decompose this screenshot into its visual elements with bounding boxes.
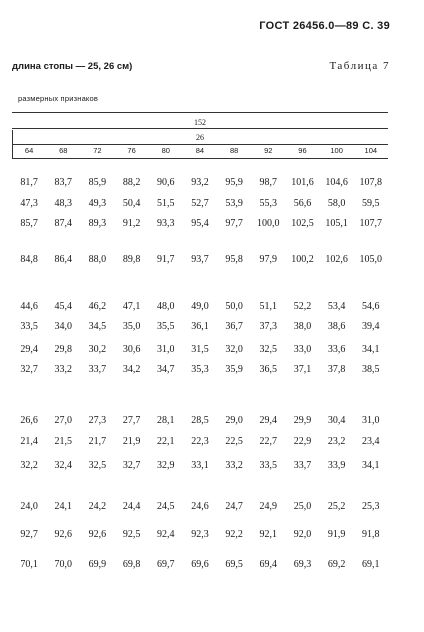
table-cell: 88,0 bbox=[88, 254, 107, 265]
table-cell: 102,5 bbox=[291, 218, 314, 229]
table-row bbox=[12, 459, 388, 473]
table-cell: 85,7 bbox=[20, 218, 38, 229]
table-row bbox=[12, 197, 388, 211]
table-row bbox=[12, 253, 388, 267]
table-cell: 59,5 bbox=[362, 198, 380, 209]
table-cell: 93,2 bbox=[191, 177, 209, 188]
table-cell: 69,8 bbox=[122, 559, 141, 570]
table-cell: 30,4 bbox=[327, 415, 346, 426]
table-cell: 33,7 bbox=[293, 460, 312, 471]
table-cell: 32,9 bbox=[157, 460, 175, 471]
table-cell: 25,2 bbox=[327, 501, 346, 512]
table-cell: 95,9 bbox=[225, 177, 243, 188]
column-header: 100 bbox=[330, 146, 343, 155]
column-group-description: размерных признаков bbox=[18, 94, 99, 103]
table-cell: 55,3 bbox=[259, 198, 278, 209]
column-header: 68 bbox=[59, 146, 68, 155]
table-cell: 35,0 bbox=[122, 321, 141, 332]
table-cell: 24,2 bbox=[88, 501, 107, 512]
table-cell: 69,6 bbox=[191, 559, 209, 570]
table-cell: 29,0 bbox=[225, 415, 243, 426]
table-cell: 100,0 bbox=[257, 218, 280, 229]
table-cell: 36,1 bbox=[191, 321, 209, 332]
table-cell: 51,1 bbox=[259, 301, 278, 312]
table-cell: 27,7 bbox=[122, 415, 141, 426]
table-cell: 70,1 bbox=[20, 559, 38, 570]
table-cell: 22,3 bbox=[191, 436, 209, 447]
table-cell: 30,6 bbox=[122, 344, 141, 355]
table-cell: 29,4 bbox=[259, 415, 278, 426]
table-cell: 97,7 bbox=[225, 218, 243, 229]
table-cell: 38,6 bbox=[327, 321, 346, 332]
table-cell: 69,4 bbox=[259, 559, 278, 570]
table-cell: 85,9 bbox=[88, 177, 107, 188]
table-cell: 86,4 bbox=[54, 254, 72, 265]
column-header: 72 bbox=[93, 146, 102, 155]
table-cell: 69,9 bbox=[88, 559, 107, 570]
table-cell: 34,1 bbox=[362, 460, 380, 471]
table-cell: 91,7 bbox=[157, 254, 175, 265]
table-cell: 35,9 bbox=[225, 364, 243, 375]
table-cell: 24,1 bbox=[54, 501, 72, 512]
table-cell: 49,0 bbox=[191, 301, 209, 312]
table-cell: 91,9 bbox=[327, 529, 346, 540]
table-cell: 37,1 bbox=[293, 364, 312, 375]
column-header-row bbox=[12, 146, 388, 158]
table-cell: 81,7 bbox=[20, 177, 38, 188]
table-cell: 24,4 bbox=[122, 501, 141, 512]
table-row bbox=[12, 528, 388, 542]
column-header: 96 bbox=[298, 146, 307, 155]
table-cell: 92,6 bbox=[88, 529, 107, 540]
table-cell: 47,3 bbox=[20, 198, 38, 209]
table-cell: 24,6 bbox=[191, 501, 209, 512]
table-cell: 27,3 bbox=[88, 415, 107, 426]
table-cell: 28,5 bbox=[191, 415, 209, 426]
table-cell: 32,2 bbox=[20, 460, 38, 471]
table-cell: 36,7 bbox=[225, 321, 243, 332]
column-header: 88 bbox=[229, 146, 239, 155]
table-cell: 69,1 bbox=[362, 559, 380, 570]
table-cell: 24,7 bbox=[225, 501, 243, 512]
table-cell: 95,8 bbox=[225, 254, 243, 265]
table-cell: 38,5 bbox=[362, 364, 380, 375]
table-cell: 49,3 bbox=[88, 198, 107, 209]
table-cell: 92,5 bbox=[122, 529, 141, 540]
table-cell: 31,0 bbox=[157, 344, 175, 355]
header-mid-value: 26 bbox=[196, 133, 204, 142]
table-cell: 69,2 bbox=[327, 559, 346, 570]
table-cell: 89,8 bbox=[122, 254, 141, 265]
table-cell: 70,0 bbox=[54, 559, 72, 570]
table-cell: 47,1 bbox=[122, 301, 141, 312]
table-cell: 84,8 bbox=[20, 254, 38, 265]
table-cell: 33,7 bbox=[88, 364, 107, 375]
table-row bbox=[12, 558, 388, 572]
table-cell: 69,7 bbox=[157, 559, 175, 570]
table-cell: 52,2 bbox=[293, 301, 312, 312]
table-label: Таблица 7 bbox=[329, 60, 390, 72]
table-cell: 92,1 bbox=[259, 529, 278, 540]
table-cell: 21,9 bbox=[122, 436, 141, 447]
table-cell: 25,3 bbox=[362, 501, 380, 512]
table-cell: 93,3 bbox=[157, 218, 175, 229]
table-cell: 24,5 bbox=[157, 501, 175, 512]
table-cell: 92,4 bbox=[157, 529, 175, 540]
column-header: 64 bbox=[24, 146, 34, 155]
table-cell: 39,4 bbox=[362, 321, 380, 332]
table-cell: 34,7 bbox=[157, 364, 175, 375]
table-cell: 29,4 bbox=[20, 344, 38, 355]
table-cell: 33,5 bbox=[259, 460, 278, 471]
table-cell: 36,5 bbox=[259, 364, 278, 375]
table-cell: 52,7 bbox=[191, 198, 209, 209]
table-cell: 92,0 bbox=[293, 529, 312, 540]
table-cell: 29,9 bbox=[293, 415, 312, 426]
table-cell: 56,6 bbox=[293, 198, 312, 209]
table-row bbox=[12, 414, 388, 428]
table-cell: 35,5 bbox=[157, 321, 175, 332]
table-cell: 91,8 bbox=[362, 529, 380, 540]
table-cell: 24,0 bbox=[20, 501, 38, 512]
table-cell: 92,7 bbox=[20, 529, 38, 540]
header-divider-rule bbox=[12, 128, 388, 129]
table-cell: 101,6 bbox=[291, 177, 314, 188]
table-cell: 22,5 bbox=[225, 436, 243, 447]
table-cell: 34,0 bbox=[54, 321, 72, 332]
table-cell: 32,0 bbox=[225, 344, 243, 355]
table-row bbox=[12, 320, 388, 334]
table-cell: 23,2 bbox=[327, 436, 346, 447]
column-header: 92 bbox=[264, 146, 273, 155]
table-cell: 91,2 bbox=[122, 218, 141, 229]
table-cell: 100,2 bbox=[291, 254, 314, 265]
table-cell: 83,7 bbox=[54, 177, 72, 188]
table-cell: 21,5 bbox=[54, 436, 72, 447]
table-cell: 31,0 bbox=[362, 415, 380, 426]
table-cell: 21,7 bbox=[88, 436, 107, 447]
header-top-value: 152 bbox=[194, 118, 206, 127]
table-cell: 22,1 bbox=[157, 436, 175, 447]
table-cell: 92,2 bbox=[225, 529, 243, 540]
table-row bbox=[12, 217, 388, 231]
table-cell: 45,4 bbox=[54, 301, 72, 312]
table-cell: 38,0 bbox=[293, 321, 312, 332]
table-cell: 32,4 bbox=[54, 460, 72, 471]
column-header: 76 bbox=[127, 146, 136, 155]
table-row bbox=[12, 300, 388, 314]
table-cell: 98,7 bbox=[259, 177, 278, 188]
table-cell: 33,1 bbox=[191, 460, 209, 471]
table-cell: 69,5 bbox=[225, 559, 243, 570]
table-cell: 37,3 bbox=[259, 321, 278, 332]
table-cell: 25,0 bbox=[293, 501, 312, 512]
table-cell: 107,7 bbox=[359, 218, 383, 229]
table-cell: 33,9 bbox=[327, 460, 346, 471]
page-header: ГОСТ 26456.0—89 С. 39 bbox=[259, 20, 390, 32]
table-row bbox=[12, 500, 388, 514]
table-cell: 58,0 bbox=[327, 198, 346, 209]
table-cell: 32,5 bbox=[88, 460, 107, 471]
table-cell: 92,3 bbox=[191, 529, 209, 540]
table-cell: 34,1 bbox=[362, 344, 380, 355]
table-cell: 21,4 bbox=[20, 436, 38, 447]
table-cell: 53,9 bbox=[225, 198, 243, 209]
table-cell: 51,5 bbox=[157, 198, 175, 209]
table-cell: 33,2 bbox=[54, 364, 72, 375]
table-cell: 27,0 bbox=[54, 415, 72, 426]
table-cell: 89,3 bbox=[88, 218, 107, 229]
table-cell: 33,6 bbox=[327, 344, 346, 355]
table-cell: 107,8 bbox=[359, 177, 383, 188]
table-cell: 33,2 bbox=[225, 460, 243, 471]
table-row bbox=[12, 176, 388, 190]
table-row bbox=[12, 435, 388, 449]
table-cell: 53,4 bbox=[327, 301, 346, 312]
table-cell: 104,6 bbox=[325, 177, 348, 188]
table-cell: 44,6 bbox=[20, 301, 38, 312]
table-cell: 32,5 bbox=[259, 344, 278, 355]
table-row bbox=[12, 343, 388, 357]
table-cell: 48,3 bbox=[54, 198, 72, 209]
table-cell: 31,5 bbox=[191, 344, 209, 355]
table-cell: 95,4 bbox=[191, 218, 209, 229]
column-header: 84 bbox=[195, 146, 205, 155]
table-cell: 35,3 bbox=[191, 364, 209, 375]
table-cell: 26,6 bbox=[20, 415, 38, 426]
column-header: 80 bbox=[161, 146, 170, 155]
table-cell: 29,8 bbox=[54, 344, 72, 355]
column-header: 104 bbox=[364, 146, 378, 155]
table-cell: 22,9 bbox=[293, 436, 312, 447]
table-cell: 48,0 bbox=[157, 301, 175, 312]
table-cell: 54,6 bbox=[362, 301, 380, 312]
table-cell: 34,5 bbox=[88, 321, 107, 332]
table-cell: 24,9 bbox=[259, 501, 278, 512]
header-divider-rule bbox=[12, 144, 388, 145]
header-bottom-rule bbox=[12, 158, 388, 159]
table-cell: 50,4 bbox=[122, 198, 141, 209]
table-cell: 105,1 bbox=[325, 218, 348, 229]
table-cell: 90,6 bbox=[157, 177, 175, 188]
table-cell: 93,7 bbox=[191, 254, 209, 265]
table-cell: 88,2 bbox=[122, 177, 141, 188]
table-cell: 87,4 bbox=[54, 218, 72, 229]
table-cell: 32,7 bbox=[122, 460, 141, 471]
table-cell: 34,2 bbox=[122, 364, 141, 375]
table-top-rule bbox=[12, 112, 388, 113]
table-cell: 46,2 bbox=[88, 301, 107, 312]
table-cell: 97,9 bbox=[259, 254, 278, 265]
table-row bbox=[12, 363, 388, 377]
table-cell: 23,4 bbox=[362, 436, 380, 447]
table-cell: 69,3 bbox=[293, 559, 312, 570]
table-cell: 30,2 bbox=[88, 344, 107, 355]
table-cell: 33,0 bbox=[293, 344, 312, 355]
table-cell: 22,7 bbox=[259, 436, 278, 447]
table-cell: 92,6 bbox=[54, 529, 72, 540]
table-cell: 28,1 bbox=[157, 415, 175, 426]
table-cell: 37,8 bbox=[327, 364, 346, 375]
table-subtitle: длина стопы — 25, 26 см) bbox=[12, 61, 133, 72]
table-cell: 102,6 bbox=[325, 254, 348, 265]
table-cell: 33,5 bbox=[20, 321, 38, 332]
table-cell: 50,0 bbox=[225, 301, 243, 312]
table-cell: 32,7 bbox=[20, 364, 38, 375]
table-cell: 105,0 bbox=[359, 254, 383, 265]
